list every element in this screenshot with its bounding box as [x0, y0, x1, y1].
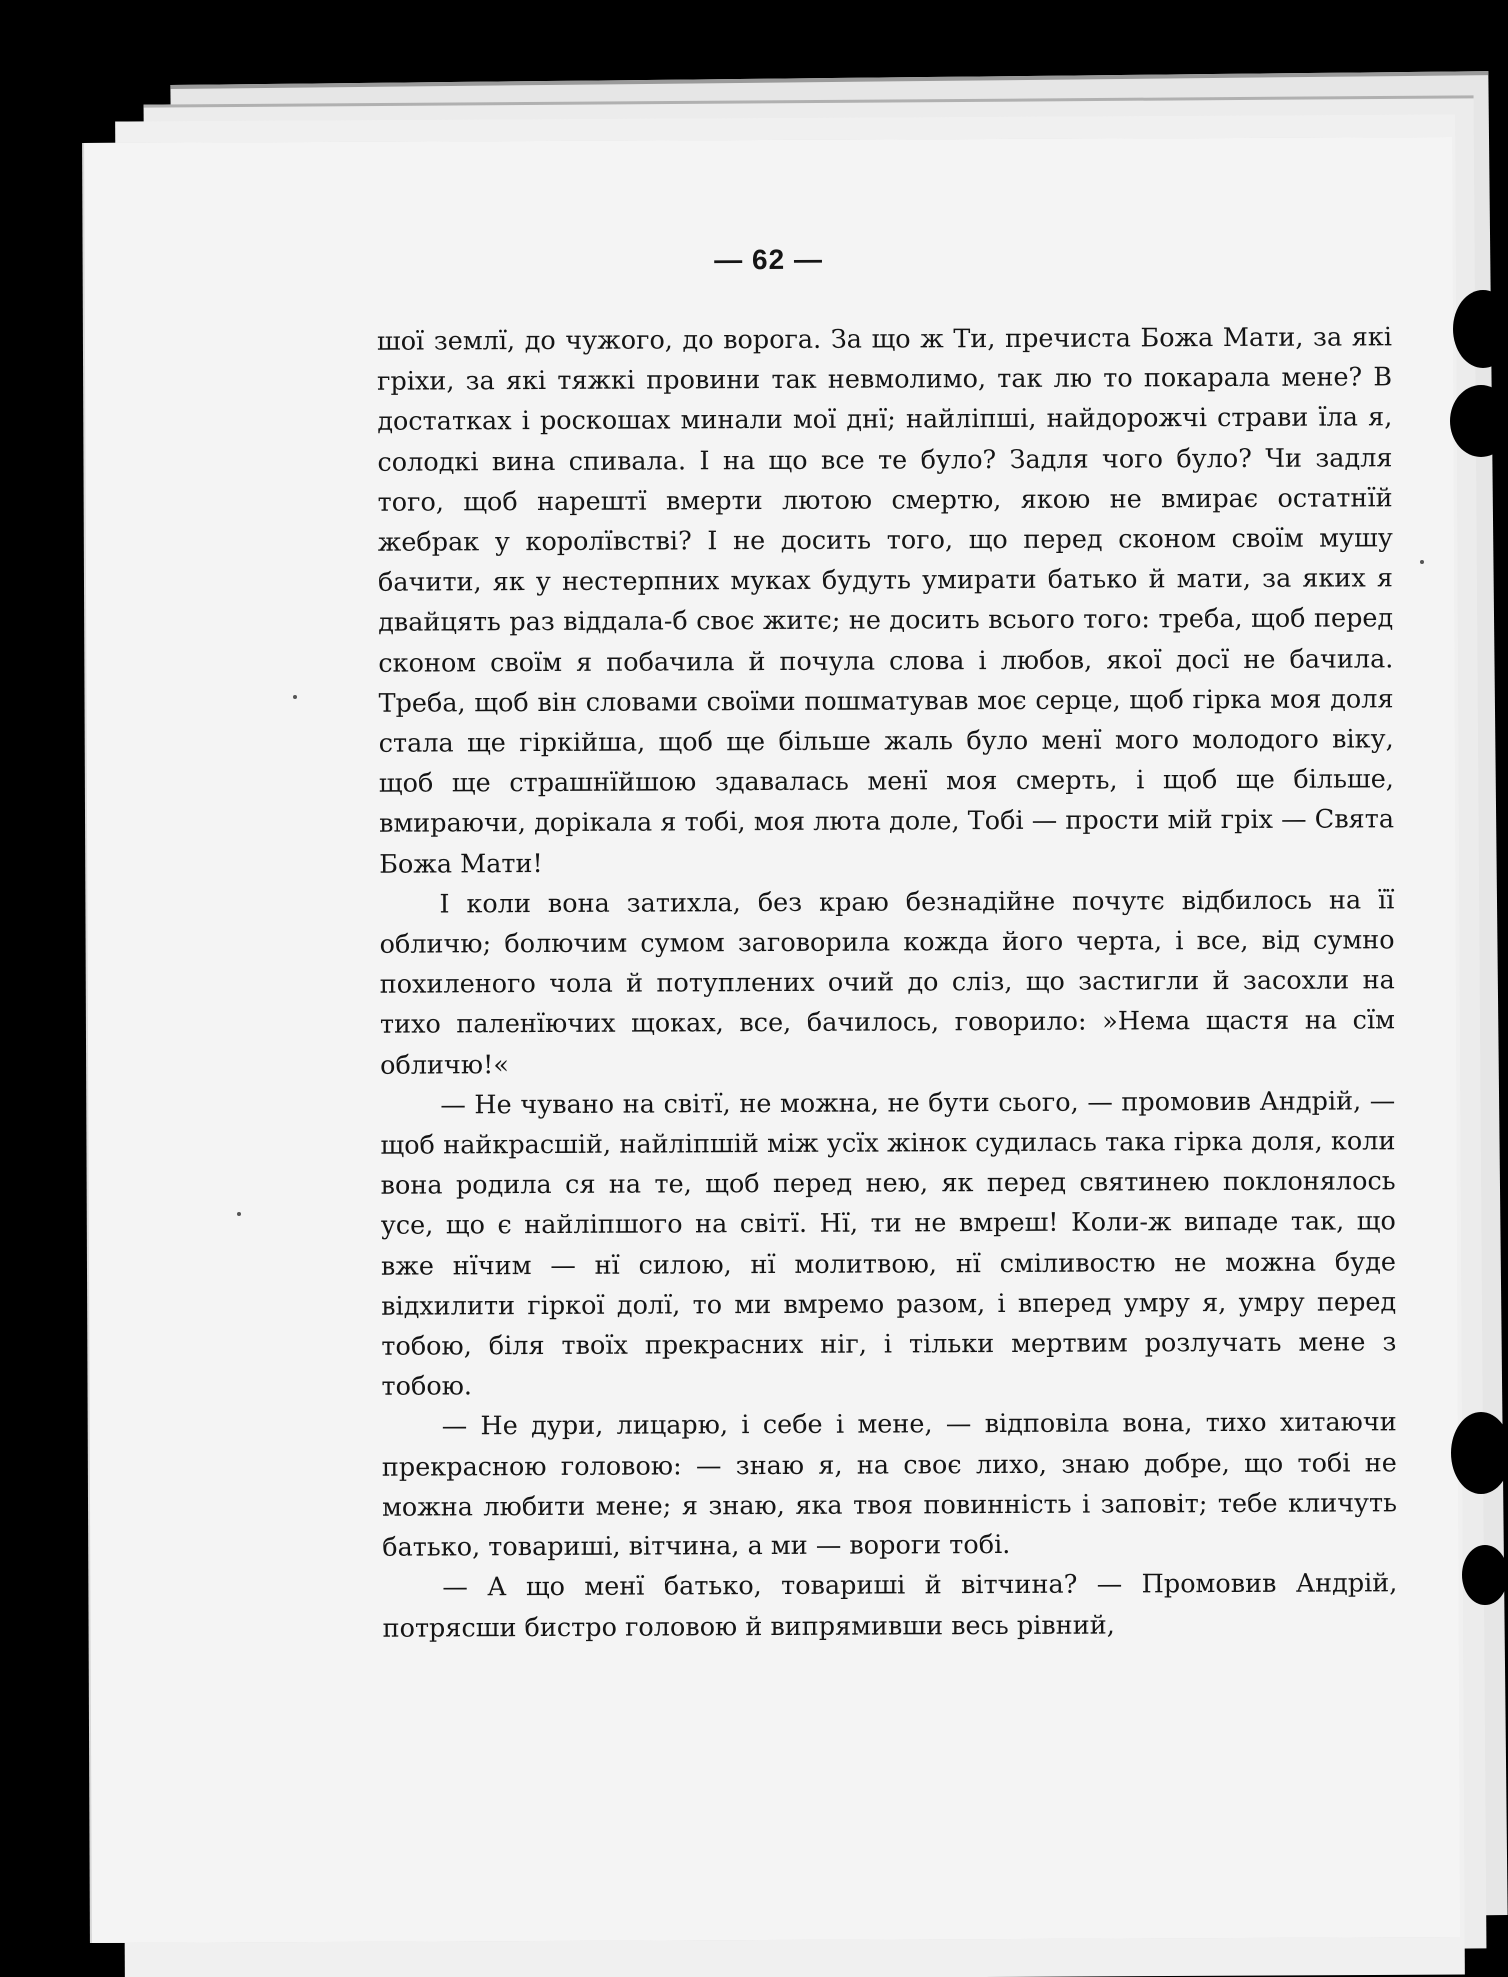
- scan-speck: [293, 695, 297, 699]
- binding-hole: [1453, 290, 1508, 368]
- paragraph: — Не дури, лицарю, і себе і мене, — відповіла вона, тихо хитаючи прекрасною головою: — знаю я, на своє лихо, знаю добре, що тобі не можна любити мене; я знаю, яка твоя повинність і заповіт; тебе кличуть батько, товариші, вітчина, а ми — вороги тобі.: [381, 1407, 1398, 1563]
- binding-hole: [1462, 1545, 1508, 1605]
- page-text: [377, 317, 1398, 1648]
- scan-speck: [1420, 560, 1424, 564]
- paragraph: шої землї, до чужого, до ворога. За що ж Ти, пречиста Божа Мати, за які гріхи, за які тяжкі провини так невмолимо, так лю то покарала мене? В достатках і роскошах минали мої днї; найліпші, найдорожчі страви їла я, солодкі вина спивала. І на що все те було? Задля чого було? Чи задля того, щоб нарештї вмерти лютою смертю, якою не вмирає остатнїй жебрак у королївстві? І не досить того, що перед сконом своїм мушу бачити, як у нестерпних муках будуть умирати батько й мати, за яких я двайцять раз віддала-б своє житє; не досить всього того: треба, щоб перед сконом своїм я побачила й почула слова і любов, якої досї не бачила. Треба, щоб він словами своїми пошматував моє серце, щоб гірка моя доля стала ще гіркійша, щоб ще більше жаль було менї мого молодого віку, щоб ще страшнїйшою здавалась менї моя смерть, і щоб ще більше, вмираючи, дорікала я тобі, моя люта доле, Тобі — прости мій гріх — Свята Божа Мати!: [376, 322, 1395, 880]
- book-page: [84, 137, 1460, 1943]
- binding-hole: [1450, 385, 1508, 457]
- scan-speck: [237, 1212, 241, 1216]
- paragraph: І коли вона затихла, без краю безнадійне почутє відбилось на її обличю; болючим сумом заговорила кожда його черта, і все, від сумно похиленого чола й потуплених очий до сліз, що застигли й засохли на тихо паленїючих щоках, все, бачилось, говорило: »Нема щастя на сїм обличю!«: [379, 885, 1395, 1081]
- page-number: — 62 —: [714, 243, 824, 276]
- binding-hole: [1451, 1412, 1508, 1494]
- paragraph: — А що менї батько, товариші й вітчина? — Промовив Андрій, потрясши бистро головою й випрямивши весь рівний,: [382, 1568, 1398, 1644]
- paragraph: — Не чувано на світї, не можна, не бути сього, — промовив Андрій, — щоб найкрасшій, найліпшій між усїх жінок судилась така гірка доля, коли вона родила ся на те, щоб перед нею, як перед святинею поклонялось усе, що є найліпшого на світї. Нї, ти не вмреш! Коли-ж випаде так, що вже нїчим — нї силою, нї молитвою, нї сміливостю не можна буде відхилити гіркої долї, то ми вмремо разом, і вперед умру я, умру перед тобою, біля твоїх прекрасних ніг, і тільки мертвим розлучать мене з тобою.: [380, 1086, 1397, 1402]
